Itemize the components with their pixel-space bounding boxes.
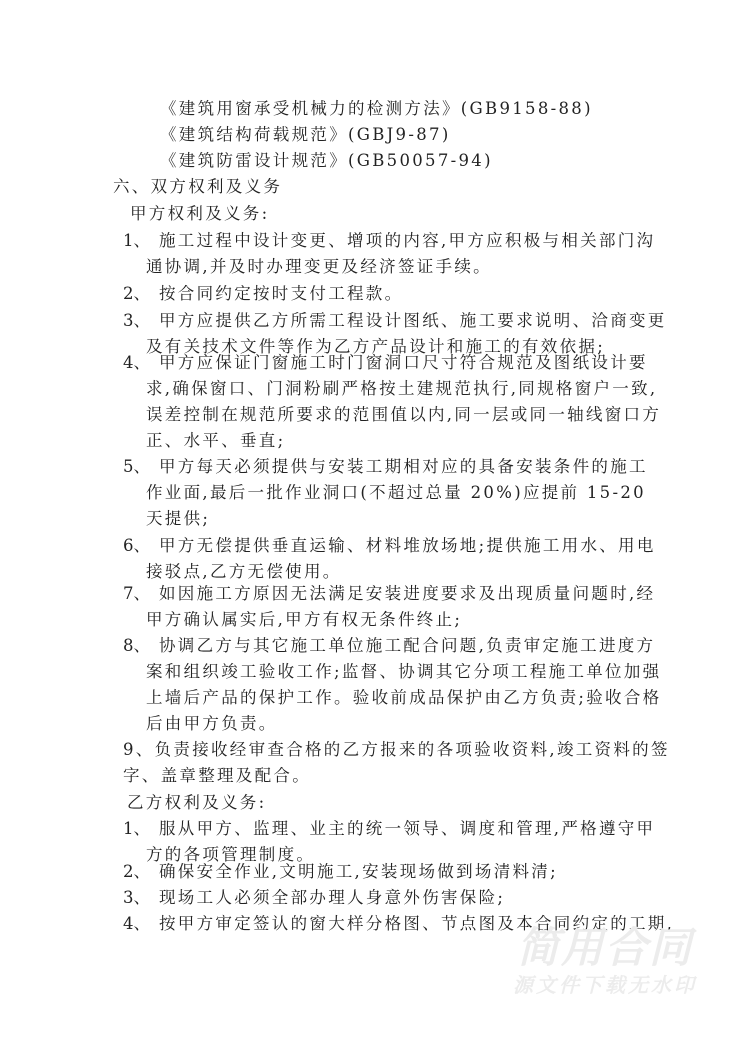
party-a-item-5 — [123, 457, 648, 477]
item-text: 协调乙方与其它施工单位施工配合问题,负责审定施工进度方 — [159, 636, 656, 655]
item-number: 2、 — [123, 862, 150, 881]
party-b-item-1 — [123, 819, 655, 839]
item-text: 服从甲方、监理、业主的统一领导、调度和管理,严格遵守甲 — [159, 819, 656, 838]
item-number: 3、 — [123, 311, 150, 330]
party-b-item-3 — [123, 888, 505, 908]
item-text-continued: 天提供; — [146, 509, 211, 528]
item-number: 1、 — [123, 231, 150, 250]
item-number: 8、 — [123, 636, 150, 655]
party-b-heading: 乙方权利及义务: — [127, 793, 267, 812]
item-number: 2、 — [123, 284, 150, 303]
standard-line: 《建筑用窗承受机械力的检测方法》(GB9158-88) — [160, 99, 593, 118]
standard-line: 《建筑防雷设计规范》(GB50057-94) — [160, 151, 493, 170]
item-number: 5、 — [123, 457, 150, 476]
item-text-continued: 后由甲方负责。 — [146, 714, 278, 733]
item-number: 4、 — [123, 914, 150, 933]
party-b-item-2 — [123, 862, 558, 882]
item-text: 现场工人必须全部办理人身意外伤害保险; — [159, 888, 506, 907]
item-text: 甲方应保证门窗施工时门窗洞口尺寸符合规范及图纸设计要 — [159, 353, 648, 372]
item-text-continued: 误差控制在规范所要求的范围值以内,同一层或同一轴线窗口方 — [146, 405, 662, 424]
party-a-item-2 — [123, 284, 403, 304]
item-number: 1、 — [123, 819, 150, 838]
watermark-logo-text: 简用合同 — [516, 923, 693, 972]
watermark — [510, 924, 700, 998]
item-text-continued: 接驳点,乙方无偿使用。 — [146, 562, 342, 581]
party-a-item-4 — [123, 353, 648, 373]
item-text-continued: 案和组织竣工验收工作;监督、协调其它分项工程施工单位加强 — [146, 662, 662, 681]
item-text: 甲方无偿提供垂直运输、材料堆放场地;提供施工用水、用电 — [159, 536, 656, 555]
item-number: 4、 — [123, 353, 150, 372]
item-text: 按合同约定按时支付工程款。 — [159, 284, 404, 303]
party-a-item-8 — [123, 636, 655, 656]
item-text-continued: 甲方确认属实后,甲方有权无条件终止; — [146, 610, 463, 629]
item-text: 如因施工方原因无法满足安装进度要求及出现质量问题时,经 — [159, 584, 656, 603]
item-text-continued: 求,确保窗口、门洞粉刷严格按土建规范执行,同规格窗户一致, — [146, 379, 658, 398]
item-text-continued: 通协调,并及时办理变更及经济签证手续。 — [146, 257, 492, 276]
watermark-subtext: 源文件下载无水印 — [513, 973, 697, 997]
item-text-continued: 正、水平、垂直; — [146, 431, 286, 450]
item-text: 甲方每天必须提供与安装工期相对应的具备安装条件的施工 — [159, 457, 648, 476]
item-text-continued: 及有关技术文件等作为乙方产品设计和施工的有效依据; — [146, 337, 606, 356]
item-text-continued: 方的各项管理制度。 — [146, 845, 316, 864]
item-text: 确保安全作业,文明施工,安装现场做到场清料清; — [159, 862, 558, 881]
party-a-item-7 — [123, 584, 655, 604]
item-text: 甲方应提供乙方所需工程设计图纸、施工要求说明、洽商变更 — [159, 311, 667, 330]
item-text-continued: 作业面,最后一批作业洞口(不超过总量 20%)应提前 15-20 — [146, 483, 646, 502]
item-number: 3、 — [123, 888, 150, 907]
party-a-item-9: 9、负责接收经审查合格的乙方报来的各项验收资料,竣工资料的签 — [123, 740, 670, 759]
party-a-item-6 — [123, 536, 656, 556]
item-text-continued: 字、盖章整理及配合。 — [123, 766, 311, 785]
party-a-item-3 — [123, 311, 667, 331]
item-text: 按甲方审定签认的窗大样分格图、节点图及本合同约定的工期, — [159, 914, 675, 933]
party-a-item-1 — [123, 231, 655, 251]
item-number: 6、 — [123, 536, 150, 555]
party-a-heading: 甲方权利及义务: — [130, 204, 270, 223]
item-text-continued: 上墙后产品的保护工作。验收前成品保护由乙方负责;验收合格 — [146, 688, 662, 707]
item-text: 施工过程中设计变更、增项的内容,甲方应积极与相关部门沟 — [159, 231, 656, 250]
item-number: 7、 — [123, 584, 150, 603]
section-title: 六、双方权利及义务 — [113, 177, 283, 196]
standard-line: 《建筑结构荷载规范》(GBJ9-87) — [160, 125, 451, 144]
